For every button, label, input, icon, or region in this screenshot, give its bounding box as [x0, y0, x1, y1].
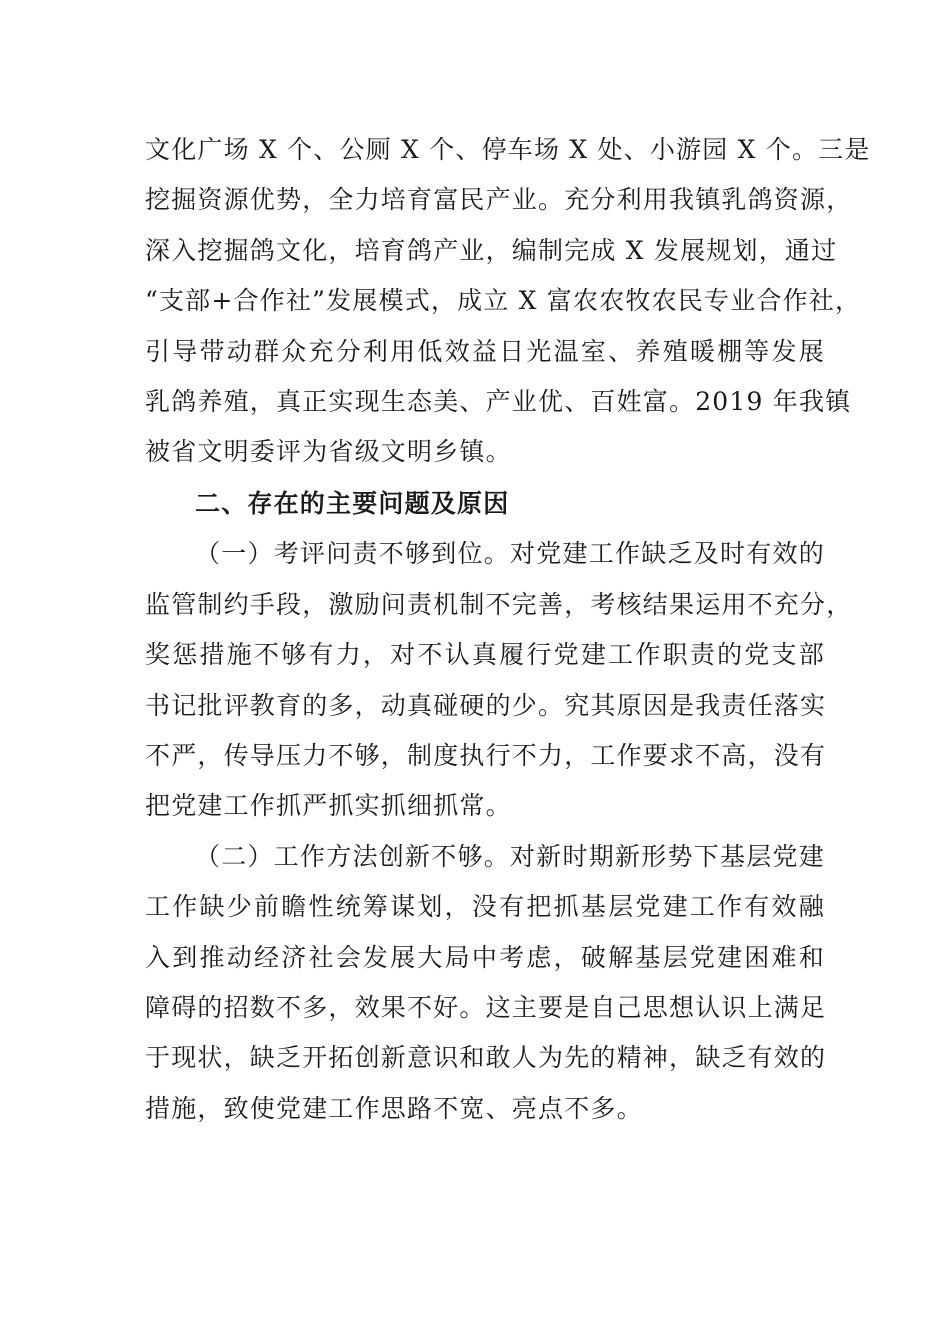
paragraph-2-line: （一）考评问责不够到位。对党建工作缺乏及时有效的 [195, 539, 825, 569]
paragraph-1-line: 引导带动群众充分利用低效益日光温室、养殖暖棚等发展 [145, 336, 825, 366]
paragraph-2-line: 监管制约手段，激励问责机制不完善，考核结果运用不充分， [145, 589, 853, 619]
section-heading: 二、存在的主要问题及原因 [195, 489, 510, 518]
paragraph-2-line: 不严，传导压力不够，制度执行不力，工作要求不高，没有 [145, 740, 827, 770]
paragraph-3-line: 入到推动经济社会发展大局中考虑，破解基层党建困难和 [145, 942, 825, 972]
paragraph-3-line: 于现状，缺乏开拓创新意识和敢人为先的精神，缺乏有效的 [145, 1043, 827, 1073]
paragraph-3-line: 工作缺少前瞻性统筹谋划，没有把抓基层党建工作有效融 [145, 892, 825, 922]
paragraph-1-line: 挖掘资源优势，全力培育富民产业。充分利用我镇乳鸽资源， [145, 185, 853, 215]
paragraph-1-line: 乳鸽养殖，真正实现生态美、产业优、百姓富。2019 年我镇 [145, 386, 852, 416]
paragraph-1-line: 深入挖掘鸽文化，培育鸽产业，编制完成 X 发展规划，通过 [145, 235, 838, 265]
paragraph-2-line: 奖惩措施不够有力，对不认真履行党建工作职责的党支部 [145, 640, 825, 670]
paragraph-1-line: “支部+合作社”发展模式，成立 X 富农农牧农民专业合作社， [145, 286, 862, 316]
paragraph-3-line: 措施，致使党建工作思路不宽、亮点不多。 [145, 1093, 643, 1123]
paragraph-2-line: 书记批评教育的多，动真碰硬的少。究其原因是我责任落实 [145, 690, 827, 720]
paragraph-1-line: 文化广场 X 个、公厕 X 个、停车场 X 处、小游园 X 个。三是 [145, 135, 871, 164]
problems-section [145, 479, 853, 1134]
paragraph-1-line: 被省文明委评为省级文明乡镇。 [145, 437, 512, 467]
paragraph-3-line: 障碍的招数不多，效果不好。这主要是自己思想认识上满足 [145, 992, 827, 1022]
paragraph-1 [145, 125, 871, 478]
paragraph-3-line: （二）工作方法创新不够。对新时期新形势下基层党建 [195, 841, 825, 871]
paragraph-2-line: 把党建工作抓严抓实抓细抓常。 [145, 791, 512, 821]
